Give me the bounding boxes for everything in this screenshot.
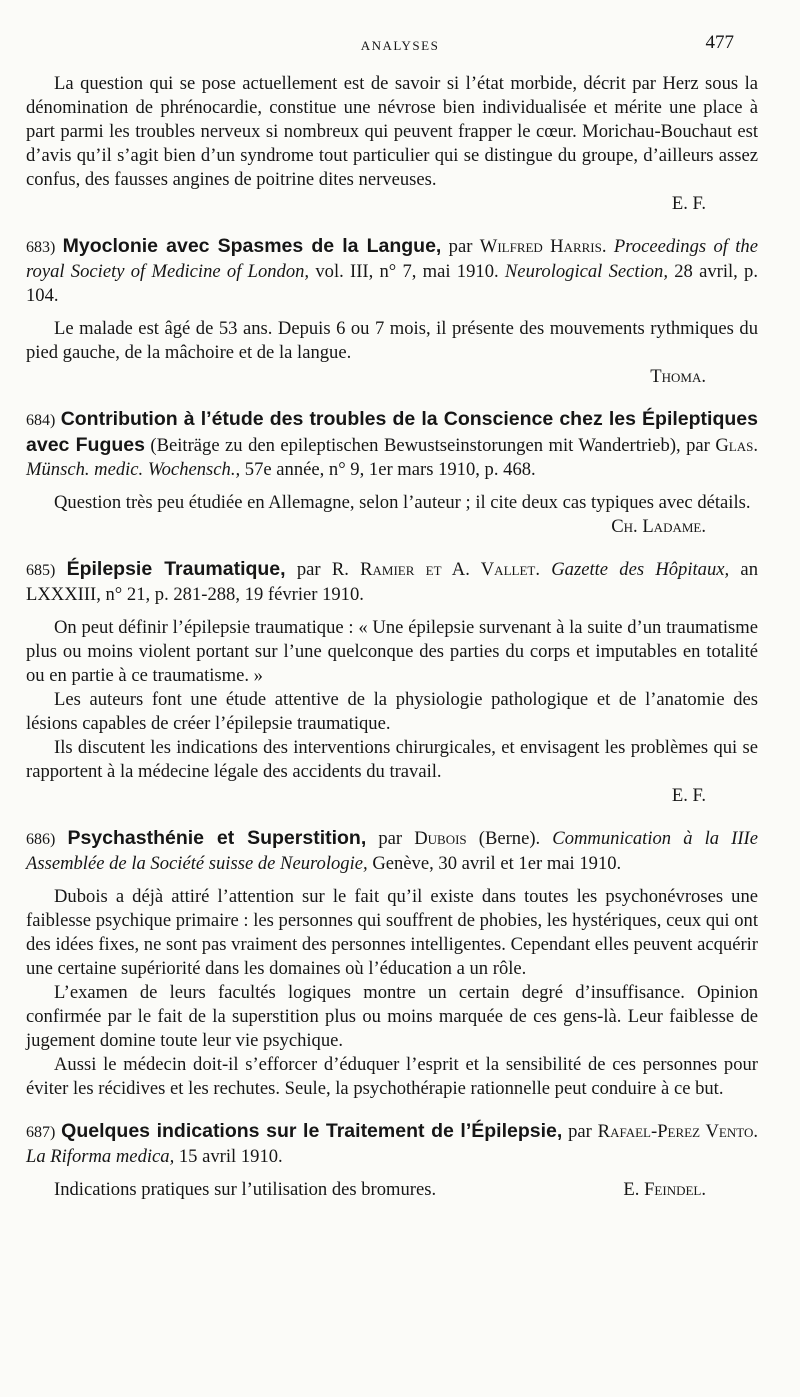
page-body bbox=[26, 72, 758, 1202]
entry-paragraph bbox=[26, 1178, 758, 1202]
entry-author: R. Ramier et A. Vallet. bbox=[331, 559, 540, 580]
entry-paragraph: Ils discutent les indications des interventions chirurgicales, et envisagent les problèmes qui se rapportent à la médecine légale des accidents du travail. bbox=[26, 737, 758, 782]
entry-paragraph: Aussi le médecin doit-il s’efforcer d’éduquer l’esprit et la sensibilité de ces personnes pour éviter les récidives et les rechutes. Seule, la psychothérapie rationnelle peut conduire à ce but. bbox=[26, 1054, 758, 1099]
entry-number: 685) bbox=[26, 562, 56, 579]
entry-paragraph: On peut définir l’épilepsie traumatique : « Une épilepsie survenant à la suite d’un traumatisme plus ou moins violent portant sur l’une quelconque des parties du corps et imputables en totalité ou en partie à ce traumatisme. » bbox=[26, 617, 758, 686]
entry-source: Communication à la IIIe Assemblée de la Société suisse de Neurologie, bbox=[26, 828, 758, 874]
intro-signature: E. F. bbox=[671, 193, 706, 214]
intro-paragraph: La question qui se pose actuellement est de savoir si l’état morbide, décrit par Herz sous la dénomination de phrénocardie, constitue une névrose bien individualisée et mérite une place à part parmi les troubles nerveux si nombreux qui peuvent frapper le cœur. Morichau-Bouchaut est d’avis qu’il s’agit bien d’un syndrome tout particulier qui se distingue du groupe, d’ailleurs assez confus, des fausses angines de poitrine dites nerveuses. bbox=[26, 73, 758, 190]
entry-details: vol. III, n° 7, mai 1910. bbox=[309, 261, 499, 282]
entry-by: par bbox=[285, 559, 332, 580]
entry-section: Neurological Section, bbox=[498, 261, 668, 282]
page-number: 477 bbox=[705, 32, 734, 53]
entry-signature: Ch. Ladame. bbox=[611, 516, 706, 537]
entry-686 bbox=[26, 826, 758, 1101]
entry-source: La Riforma medica, bbox=[26, 1146, 175, 1167]
entry-details: (Beiträge zu den epileptischen Bewustseinstorungen mit Wandertrieb), par bbox=[144, 435, 716, 456]
entry-title: Épilepsie Traumatique, bbox=[66, 558, 286, 580]
entry-date: an LXXXIII, n° 21, p. 281-288, 19 février 1910. bbox=[26, 559, 758, 605]
entry-source: Proceedings of the royal Society of Medicine of London, bbox=[26, 236, 758, 282]
entry-author: Wilfred Harris. bbox=[479, 236, 607, 257]
entry-paragraph: Le malade est âgé de 53 ans. Depuis 6 ou 7 mois, il présente des mouvements rythmiques du pied gauche, de la mâchoire et de la langue. bbox=[26, 318, 758, 363]
entry-684 bbox=[26, 407, 758, 539]
running-title: ANALYSES bbox=[360, 38, 440, 53]
entry-date: 15 avril 1910. bbox=[174, 1146, 283, 1167]
entry-paragraph-text: Question très peu étudiée en Allemagne, selon l’auteur ; il cite deux cas typiques avec détails. bbox=[54, 492, 751, 513]
entry-by: par bbox=[562, 1121, 598, 1142]
entry-author: Rafael-Perez Vento. bbox=[597, 1121, 759, 1142]
entry-by: par bbox=[366, 828, 415, 849]
entry-author: Dubois bbox=[414, 828, 467, 849]
entry-author: Glas. bbox=[715, 435, 758, 456]
entry-title: Quelques indications sur le Traitement de l’Épilepsie, bbox=[61, 1120, 563, 1142]
entry-number: 687) bbox=[26, 1124, 56, 1141]
entry-paragraph: Les auteurs font une étude attentive de la physiologie pathologique et de l’anatomie des lésions capables de créer l’épilepsie traumatique. bbox=[26, 689, 758, 734]
entry-heading bbox=[26, 407, 758, 482]
entry-number: 683) bbox=[26, 239, 56, 256]
entry-signature: E. F. bbox=[671, 785, 706, 806]
entry-signature: E. Feindel. bbox=[623, 1179, 706, 1200]
entry-title: Psychasthénie et Superstition, bbox=[67, 827, 367, 849]
entry-heading bbox=[26, 826, 758, 876]
entry-number: 684) bbox=[26, 412, 56, 429]
entry-heading bbox=[26, 1119, 758, 1169]
entry-title: Contribution à l’étude des troubles de la Conscience chez les Épileptiques avec Fugues bbox=[26, 408, 758, 456]
entry-date: 28 avril, p. 104. bbox=[26, 261, 759, 306]
entry-heading bbox=[26, 234, 758, 308]
entry-details: (Berne). bbox=[466, 828, 541, 849]
entry-paragraph: Dubois a déjà attiré l’attention sur le fait qu’il existe dans toutes les psychonévroses une faiblesse psychique primaire : les personnes qui souffrent de phobies, les hystériques, ceux qui ont des idées fixes, ne sont pas vraiment des personnes intelligentes. Cependant elles peuvent acquérir une certaine supériorité dans les domaines où l’éducation a un rôle. bbox=[26, 886, 758, 979]
entry-by: par bbox=[441, 236, 480, 257]
entry-signature: Thoma. bbox=[650, 366, 706, 387]
entry-paragraph bbox=[26, 491, 758, 537]
entry-heading bbox=[26, 557, 758, 607]
entry-687 bbox=[26, 1119, 758, 1202]
entry-685 bbox=[26, 557, 758, 808]
entry-paragraph-text: Indications pratiques sur l’utilisation des bromures. bbox=[54, 1179, 437, 1200]
entry-number: 686) bbox=[26, 831, 56, 848]
entry-title: Myoclonie avec Spasmes de la Langue, bbox=[62, 235, 442, 257]
entry-date: 57e année, n° 9, 1er mars 1910, p. 468. bbox=[240, 459, 536, 480]
entry-source: Münsch. medic. Wochensch., bbox=[26, 459, 241, 480]
entry-683 bbox=[26, 234, 758, 389]
entry-paragraph: L’examen de leurs facultés logiques montre un certain degré d’insuffisance. Opinion confirmée par le fait de la superstition plus ou moins marquée de ces gens-là. Leur faiblesse de jugement domine toute leur vie psychique. bbox=[26, 982, 758, 1051]
entry-source: Gazette des Hôpitaux, bbox=[540, 559, 730, 580]
entry-date: Genève, 30 avril et 1er mai 1910. bbox=[367, 853, 622, 874]
